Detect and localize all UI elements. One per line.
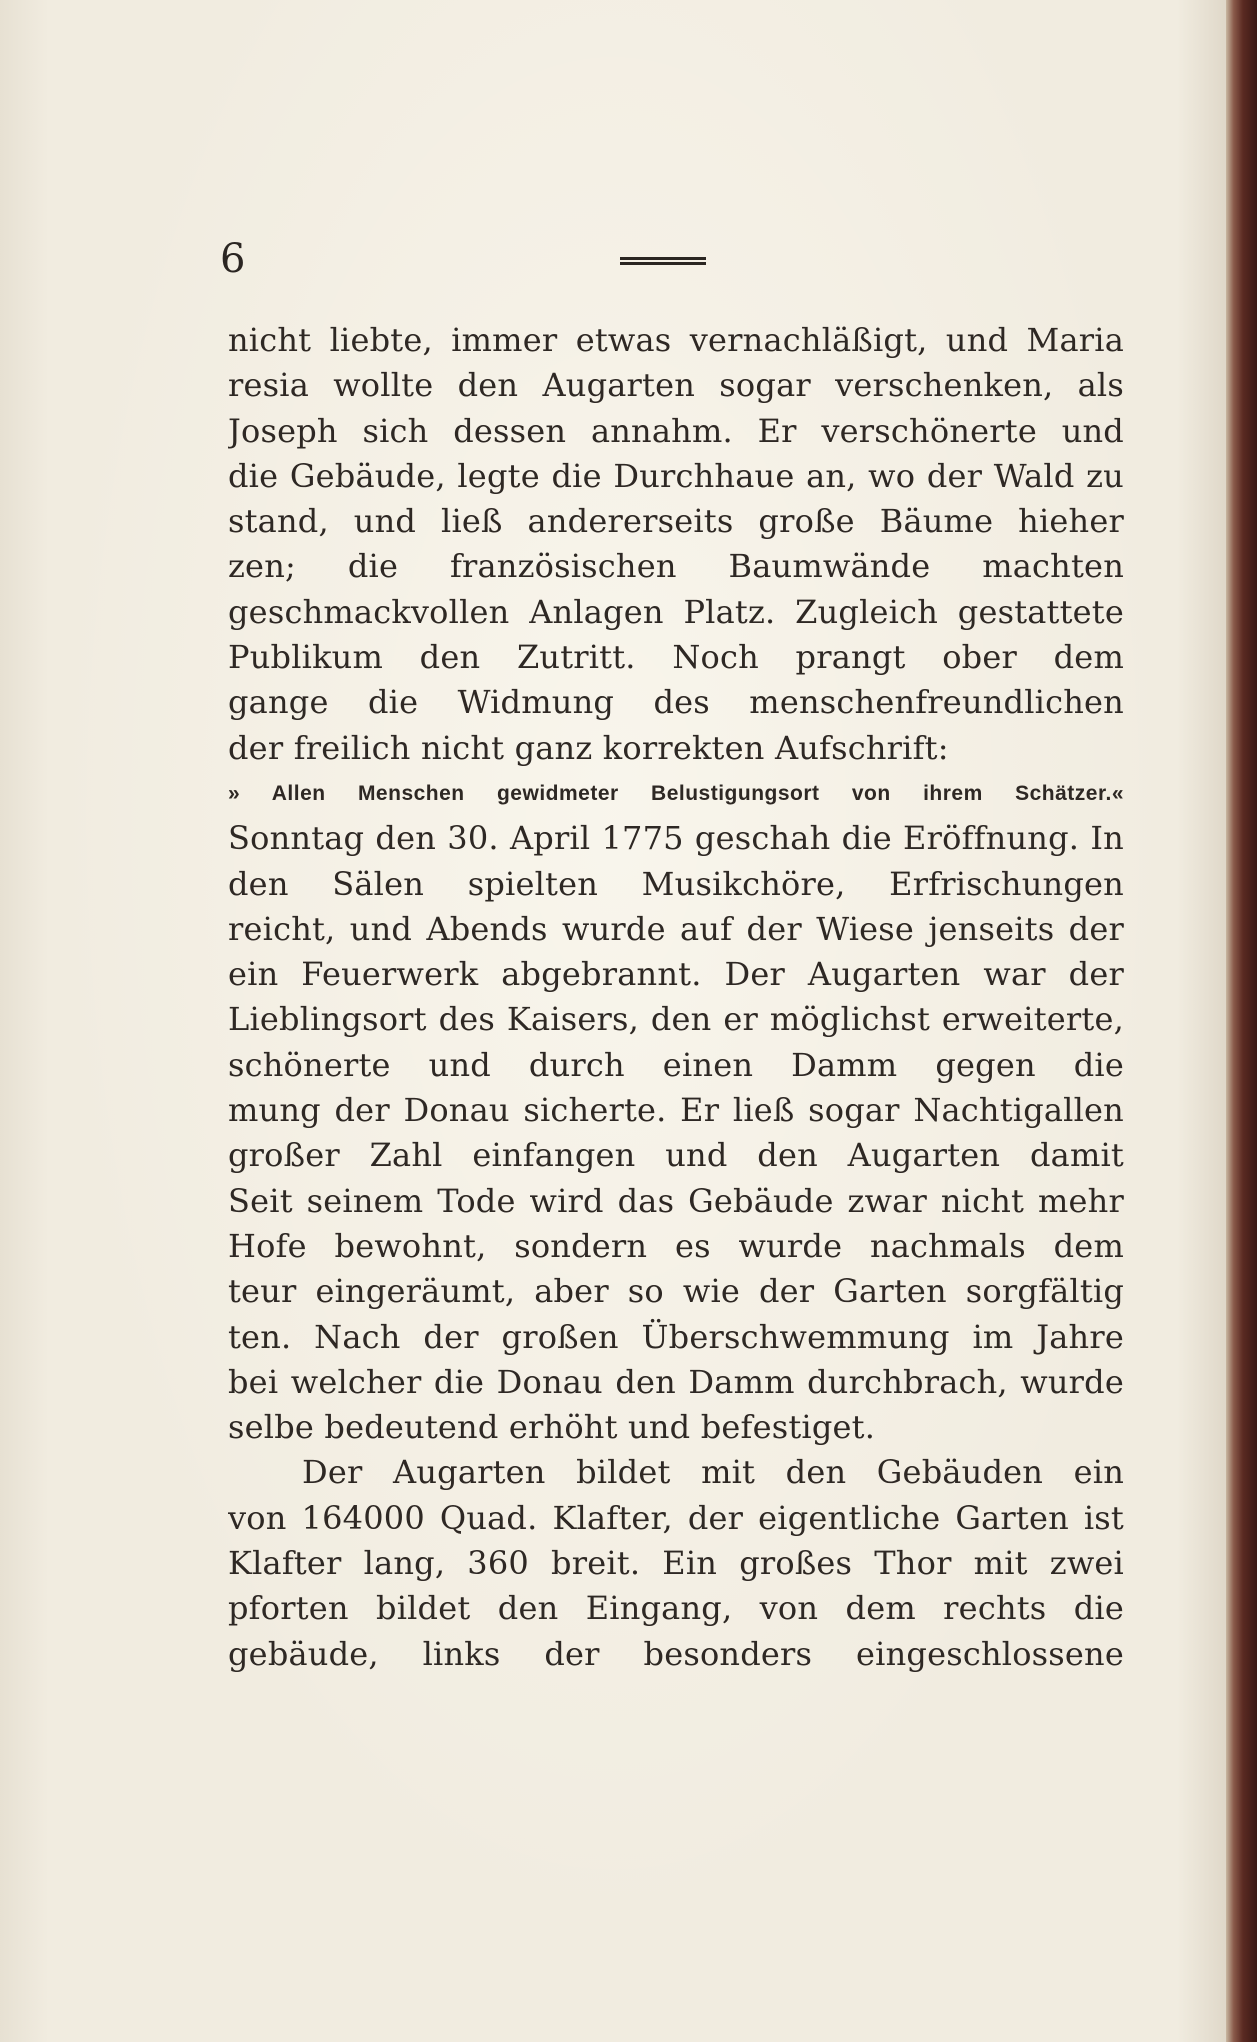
text-line: gebäude, links der besonders eingeschlossene: [228, 1634, 1124, 1673]
text-line: von 164000 Quad. Klafter, der eigentliche Garten ist: [228, 1498, 1124, 1537]
text-line: Lieblingsort des Kaisers, den er möglichst erweiterte,: [228, 1000, 1124, 1039]
text-line: mung der Donau sicherte. Er ließ sogar Nachtigallen: [228, 1091, 1124, 1130]
text-line: teur eingeräumt, aber so wie der Garten sorgfältig: [228, 1272, 1124, 1311]
text-line: gange die Widmung des menschenfreundlichen: [228, 683, 1124, 722]
text-line: resia wollte den Augarten sogar verschenken, als: [228, 366, 1124, 405]
text-line: großer Zahl einfangen und den Augarten damit: [228, 1136, 1124, 1175]
text-line: den Sälen spielten Musikchöre, Erfrischungen: [228, 864, 1124, 903]
text-line: selbe bedeutend erhöht und befestiget.: [228, 1408, 876, 1447]
text-line: pforten bildet den Eingang, von dem rechts die: [228, 1589, 1124, 1628]
text-line: Der Augarten bildet mit den Gebäuden ein: [302, 1453, 1124, 1492]
text-line: ein Feuerwerk abgebrannt. Der Augarten war der: [228, 955, 1124, 994]
text-line: Hofe bewohnt, sondern es wurde nachmals dem: [228, 1226, 1124, 1265]
text-line: Sonntag den 30. April 1775 geschah die Eröffnung. In: [228, 819, 1124, 858]
text-line: reicht, und Abends wurde auf der Wiese jenseits der: [228, 909, 1124, 948]
text-line: zen; die französischen Baumwände machten: [228, 547, 1124, 586]
text-line: der freilich nicht ganz korrekten Aufschrift:: [228, 728, 949, 767]
text-line: nicht liebte, immer etwas vernachläßigt, und Maria: [228, 321, 1124, 359]
body-text: [228, 318, 1124, 1677]
header-rule: [620, 257, 706, 270]
text-line: ten. Nach der großen Überschwemmung im Jahre: [228, 1317, 1124, 1356]
inscription-line: » Allen Menschen gewidmeter Belustigungsort von ihrem Schätzer.«: [228, 781, 1124, 805]
text-line: Joseph sich dessen annahm. Er verschönerte und: [228, 411, 1124, 450]
text-line: schönerte und durch einen Damm gegen die: [228, 1045, 1124, 1084]
text-line: Publikum den Zutritt. Noch prangt ober dem: [228, 638, 1124, 677]
book-spine-edge: [1226, 0, 1257, 2042]
text-line: Klafter lang, 360 breit. Ein großes Thor mit zwei: [228, 1544, 1124, 1583]
text-line: die Gebäude, legte die Durchhaue an, wo der Wald zu: [228, 456, 1124, 495]
page-number: 6: [220, 236, 246, 282]
text-line: geschmackvollen Anlagen Platz. Zugleich gestattete: [228, 592, 1124, 631]
text-line: Seit seinem Tode wird das Gebäude zwar nicht mehr: [228, 1181, 1124, 1220]
text-line: stand, und ließ andererseits große Bäume hieher: [228, 502, 1124, 541]
text-line: bei welcher die Donau den Damm durchbrach, wurde: [228, 1362, 1124, 1401]
